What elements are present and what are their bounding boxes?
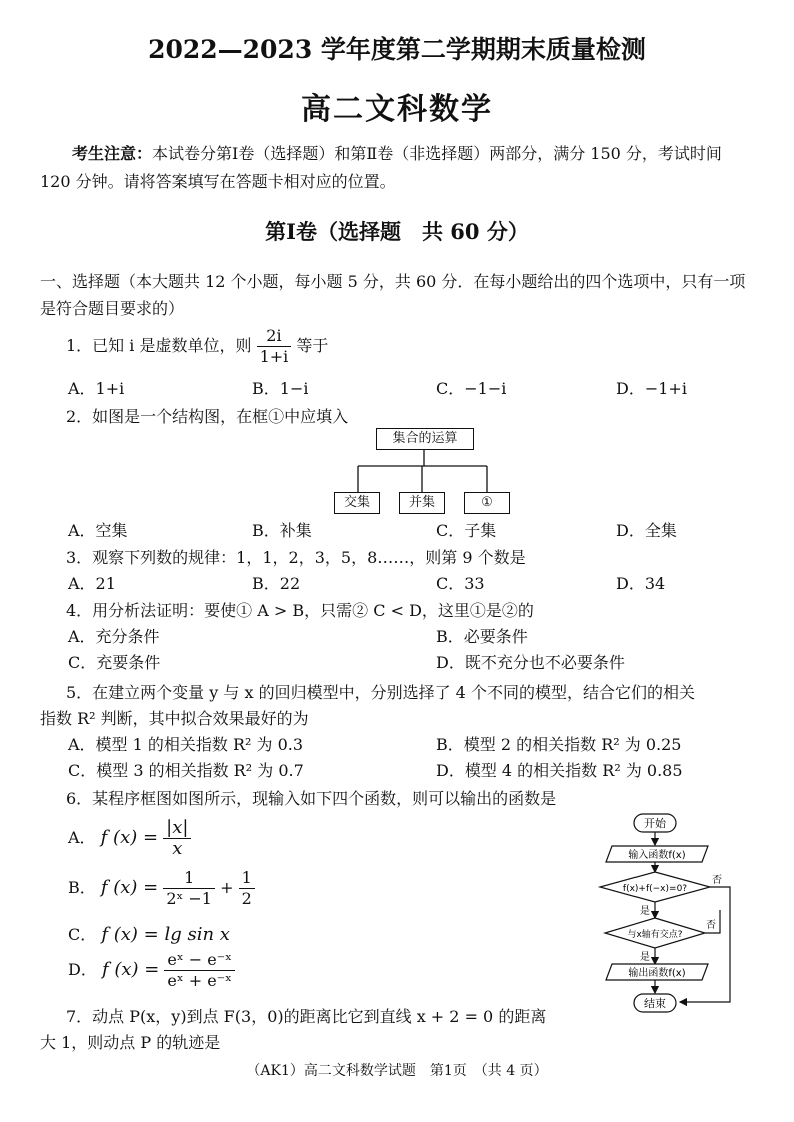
q3-option-a: A．21 (68, 574, 116, 593)
page-footer: （AK1）高二文科数学试题 第1页 （共 4 页） (246, 1063, 548, 1079)
q7-line1: 7．动点 P(x，y)到点 F(3，0)的距离比它到直线 x + 2 = 0 的距离 (66, 1007, 547, 1026)
q1-option-c: C．−1−i (436, 379, 507, 398)
diagram-child-intersection: 交集 (334, 492, 380, 514)
q6-b-den1: 2ˣ −1 (166, 889, 212, 908)
exam-subtitle: 高二文科数学 (301, 92, 493, 127)
flow-end-text: 结束 (644, 997, 666, 1010)
q6-option-b (68, 868, 255, 909)
q6-d-lhs: f (x) = (101, 959, 160, 980)
flow-input-text: 输入函数f(x) (628, 850, 686, 861)
q3-option-d: D．34 (616, 574, 666, 593)
diagram-root-box: 集合的运算 (376, 428, 474, 450)
q1-frac-den: 1+i (259, 347, 289, 366)
q6-option-d (68, 950, 235, 991)
flow-cond1-text: f(x)+f(−x)=0? (622, 884, 688, 894)
q3-stem: 3．观察下列数的规律：1，1，2，3，5，8……，则第 9 个数是 (66, 548, 526, 567)
q5-option-a: A．模型 1 的相关指数 R² 为 0.3 (68, 735, 304, 754)
q6-b-plus: + (220, 878, 234, 897)
q6-d-den: eˣ + e⁻ˣ (167, 971, 232, 990)
notice-label: 考生注意： (72, 144, 153, 163)
q6-c-expr: f (x) = lg sin x (101, 924, 230, 945)
q1-frac-num: 2i (257, 326, 292, 347)
q2-option-a: A．空集 (68, 521, 128, 540)
q2-option-d: D．全集 (616, 521, 677, 540)
q6-flowchart (590, 806, 740, 1018)
q6-b-num2: 1 (239, 868, 255, 889)
flow-yes-2: 是 (640, 952, 650, 963)
q6-d-fraction (164, 950, 235, 991)
q7-line2: 大 1，则动点 P 的轨迹是 (40, 1033, 221, 1052)
q6-b-fraction-2 (239, 868, 255, 909)
q4-option-d: D．既不充分也不必要条件 (436, 653, 625, 672)
q5-option-c: C．模型 3 的相关指数 R² 为 0.7 (68, 761, 304, 780)
q2-option-c: C．子集 (436, 521, 497, 540)
q6-d-label: D． (68, 960, 97, 979)
q1-option-a: A．1+i (68, 379, 125, 398)
q6-a-fraction (163, 818, 191, 859)
q6-a-lhs: f (x) = (100, 827, 159, 848)
q6-option-a (68, 818, 191, 859)
part-intro: 一、选择题（本大题共 12 个小题，每小题 5 分，共 60 分．在每小题给出的四个选项中，只有一项是符合题目要求的） (40, 272, 746, 318)
flow-output-text: 输出函数f(x) (628, 968, 686, 979)
q5-option-d: D．模型 4 的相关指数 R² 为 0.85 (436, 761, 683, 780)
q4-option-b: B．必要条件 (436, 627, 528, 646)
exam-title: 2022—2023 学年度第二学期期末质量检测 (148, 35, 646, 64)
q6-b-lhs: f (x) = (100, 877, 159, 898)
flow-start-text: 开始 (644, 817, 666, 830)
q1-stem-pre: 1．已知 i 是虚数单位，则 (66, 336, 252, 355)
q1-stem-post: 等于 (296, 336, 329, 355)
q6-b-num1: 1 (163, 868, 215, 889)
q2-stem: 2．如图是一个结构图，在框①中应填入 (66, 407, 349, 426)
section-title: 第Ⅰ卷（选择题 共 60 分） (265, 219, 529, 244)
q6-stem: 6．某程序框图如图所示，现输入如下四个函数，则可以输出的函数是 (66, 789, 557, 808)
diagram-connectors (0, 0, 794, 520)
q6-d-num: eˣ − e⁻ˣ (164, 950, 235, 971)
q1-option-b: B．1−i (252, 379, 309, 398)
flow-yes-1: 是 (640, 906, 650, 917)
flow-no-2: 否 (706, 920, 716, 931)
q6-a-num: |x| (163, 818, 191, 839)
q5-stem-line2: 指数 R² 判断，其中拟合效果最好的为 (40, 709, 309, 728)
q6-b-fraction-1 (163, 868, 215, 909)
q6-option-c (68, 922, 230, 945)
q1-option-d: D．−1+i (616, 379, 687, 398)
q6-c-label: C． (68, 925, 97, 944)
notice-text: 本试卷分第Ⅰ卷（选择题）和第Ⅱ卷（非选择题）两部分，满分 150 分，考试时间 120 分钟。请将答案填写在答题卡相对应的位置。 (40, 144, 722, 191)
q2-option-b: B．补集 (252, 521, 312, 540)
diagram-child-blank: ① (464, 492, 510, 514)
q4-option-c: C．充要条件 (68, 653, 161, 672)
q3-option-b: B．22 (252, 574, 301, 593)
q5-option-b: B．模型 2 的相关指数 R² 为 0.25 (436, 735, 682, 754)
q5-stem-line1: 5．在建立两个变量 y 与 x 的回归模型中，分别选择了 4 个不同的模型，结合它们的相关 (66, 683, 695, 702)
q3-option-c: C．33 (436, 574, 485, 593)
q6-a-label: A． (68, 828, 96, 847)
q4-option-a: A．充分条件 (68, 627, 160, 646)
flow-cond2-text: 与x轴有交点? (627, 930, 683, 940)
q4-stem: 4．用分析法证明：要使① A > B，只需② C < D，这里①是②的 (66, 601, 534, 620)
flow-no-1: 否 (712, 875, 722, 886)
q6-b-den2: 2 (241, 889, 252, 908)
q6-b-label: B． (68, 878, 96, 897)
q6-a-den: x (172, 838, 183, 859)
diagram-child-union: 并集 (399, 492, 445, 514)
